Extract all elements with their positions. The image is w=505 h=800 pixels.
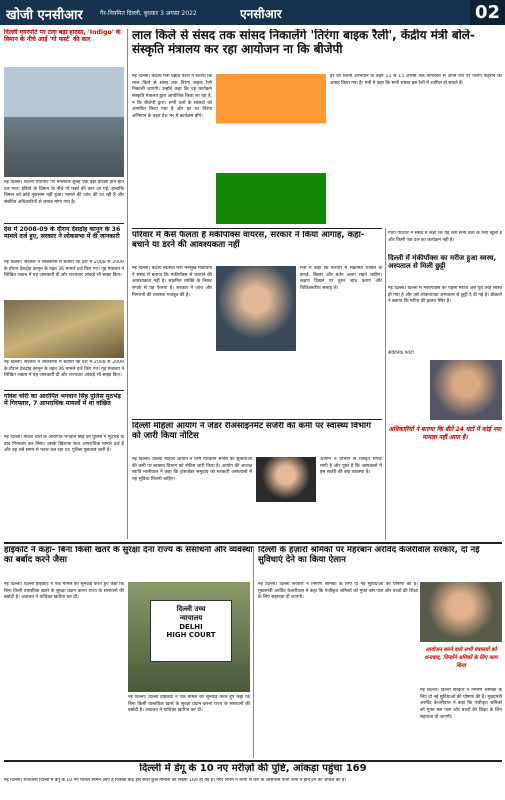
divider xyxy=(132,419,382,420)
left-mid-headline: देश में 2008-09 के दौरान देशद्रोह कानून के 36 मामले दर्ज हुए, सरकार ने लोकसभा में दी जानकारी xyxy=(4,226,121,241)
right-quote: अधिकारियों ने बताया कि बीते 24 घंटों में कोई नया मामला नहीं आया है। xyxy=(388,426,502,441)
section-name: एनसीआर xyxy=(240,7,282,21)
hc-sign-text: दिल्ली उच्च xyxy=(176,605,206,613)
column-divider xyxy=(253,546,254,758)
right-top-body: गांधी परिवार ने संसद में कहा कि यह रैली सभी दलों के लिए खुली है और किसी एक दल का कार्यक्रम नहीं है। xyxy=(388,231,502,243)
dengue-body: नई दिल्ली। राजधानी दिल्ली में डेंगू के 10 नए मामले सामने आए हैं जिसके बाद इस साल कुल मामलों की संख्या 169 हो गई है। नगर निगम ने लोगों से घरों के आसपास पानी जमा न होने देने की अपील की है। xyxy=(4,778,347,783)
divider xyxy=(4,760,502,762)
left-top-body: नई दिल्ली। दिल्ली एयरपोर्ट पर मंगलवार सुबह एक बड़ा हादसा होते-होते टल गया। इंडिगो के विमान के नीचे गो फर्स्ट की कार आ गई, हालांकि विमान को कोई नुकसान नहीं हुआ। मामले की जांच की जा रही है और संबंधित अधिकारियों से जवाब मांगा गया है। xyxy=(4,180,124,205)
divider xyxy=(4,223,124,224)
swati-maliwal-photo xyxy=(256,457,316,502)
airport-photo xyxy=(4,67,124,177)
right-body: नई दिल्ली। दिल्ली में मंकीपॉक्स का पहला मरीज अब पूरी तरह स्वस्थ हो गया है और उसे लोकनायक अस्पताल से छुट्टी दे दी गई है। डॉक्टरों ने बताया कि मरीज की हालत स्थिर है। xyxy=(388,286,502,305)
column-divider xyxy=(385,228,386,540)
page-number: 02 xyxy=(470,0,505,25)
hc-sign-text: न्यायालय xyxy=(179,614,203,622)
brand-logo: खोजी एनसीआर xyxy=(6,8,83,21)
left-mid-body: नई दिल्ली। सरकार ने लोकसभा में बताया कि देश में 2008 से 2009 के दौरान देशद्रोह कानून के तहत 36 मामले दर्ज किए गए। गृह मंत्रालय ने लिखित जवाब में यह जानकारी दी और राज्यवार आंकड़े भी साझा किए। xyxy=(4,260,124,279)
hc-sign-text: DELHI xyxy=(179,623,203,631)
kejriwal-body: नई दिल्ली। दिल्ली सरकार ने निर्माण श्रमिकों के लिए दो नई सुविधाओं की घोषणा की है। मुख्यमंत्री अरविंद केजरीवाल ने कहा कि पंजीकृत श्रमिकों को मुफ्त बस पास और बच्चों की शिक्षा के लिए सहायता दी जाएगी। xyxy=(258,582,418,601)
column-divider xyxy=(127,29,128,539)
dcw-body: नई दिल्ली। दिल्ली महिला आयोग ने लिंग परिवर्तन सर्जरी की सुविधाओं की कमी पर स्वास्थ्य विभाग को नोटिस जारी किया है। आयोग की अध्यक्ष स्वाति मालीवाल ने कहा कि ट्रांसजेंडर समुदाय को सरकारी अस्पतालों में यह सुविधा मिलनी चाहिए। xyxy=(132,457,252,482)
right-headline: दिल्ली में मंकीपॉक्स का मरीज हुआ स्वस्थ, अस्पताल से मिली छुट्टी xyxy=(388,254,497,271)
hc-sign xyxy=(150,600,232,662)
hc-sign-text: HIGH COURT xyxy=(166,631,216,639)
left-gang-headline: गोवंश चोरी का आरोपित भगवान सिंह पुलिस मुठभेड़ में गिरफ्तार, 7 आपराधिक मामलों में था वांछित xyxy=(4,393,121,408)
kejriwal-body2: नई दिल्ली। दिल्ली सरकार ने निर्माण श्रमिकों के लिए दो नई सुविधाओं की घोषणा की है। मुख्यमंत्री अरविंद केजरीवाल ने कहा कि पंजीकृत श्रमिकों को मुफ्त बस पास और बच्चों की शिक्षा के लिए सहायता दी जाएगी। xyxy=(420,688,502,720)
divider xyxy=(4,390,124,391)
lead-headline: लाल किले से संसद तक सांसद निकालेंगे 'तिरंगा बाइक रैली', केंद्रीय मंत्री बोले- संस्कृति मंत्रालय कर रहा आयोजन ना कि बीजेपी xyxy=(132,29,475,56)
right-photo-caption: संकेतिक फोटो xyxy=(388,350,414,356)
divider xyxy=(132,228,382,229)
dengue-headline: दिल्ली में डेंगू के 10 नए मरीज़ों की पुष्टि, आंकड़ा पहुंचा 169 xyxy=(139,763,367,774)
kejriwal-headline: दिल्ली के हज़ारों श्रमिकों पर मेहरबान अरविंद केजरीवाल सरकार, दो नई सुविधाएं देने का किया ऐलान xyxy=(258,546,480,565)
monkeypox-body2: मंत्री ने कहा कि परिवार में संक्रमित व्यक्ति के कपड़े, बिस्तर और बर्तन अलग रखने चाहिए। लक्षण दिखने पर तुरंत जांच कराएं और चिकित्सकीय सलाह लें। xyxy=(300,266,382,291)
parliament-photo xyxy=(4,300,124,358)
tiranga-rally-photo xyxy=(216,74,326,224)
left-gang-body: नई दिल्ली। गोवंश चोरी के आरोपित भगवान सिंह को पुलिस ने मुठभेड़ के बाद गिरफ्तार कर लिया। उसके खिलाफ सात आपराधिक मामले दर्ज हैं और वह लंबे समय से फरार चल रहा था। पुलिस पूछताछ जारी है। xyxy=(4,435,124,454)
dcw-headline: दिल्ली महिला आयोग ने जेंडर रीअसाइनमेंट सर्जरी की कमी पर स्वास्थ्य विभाग को जारी किया नोटिस xyxy=(132,422,371,441)
patient-photo xyxy=(430,360,502,420)
kejriwal-photo xyxy=(420,582,502,642)
lead-body: नई दिल्ली। केंद्रीय मंत्री प्रह्लाद पटेल ने बताया कि लाल किले से संसद तक तिरंगा बाइक रैली निकाली जाएगी। उन्होंने कहा कि यह कार्यक्रम संस्कृति मंत्रालय द्वारा आयोजित किया जा रहा है, न कि बीजेपी द्वारा। सभी दलों के सांसदों को आमंत्रित किया गया है और हर घर तिरंगा अभियान के तहत देश भर में कार्यक्रम होंगे। xyxy=(132,74,212,119)
monkeypox-headline: परिवार में कैसे फैलता है मंकीपॉक्स वायरस, सरकार ने किया आगाह, कहा- बचाने या डरने की आवश्यकता नहीं xyxy=(132,231,365,250)
hc-body2: नई दिल्ली। दिल्ली हाईकोर्ट ने एक मामले की सुनवाई करते हुए कहा कि बिना किसी वास्तविक खतरे के सुरक्षा प्रदान करना राज्य के संसाधनों की बर्बादी है। अदालत ने याचिका खारिज कर दी। xyxy=(128,695,250,714)
minister-photo xyxy=(216,266,296,351)
left-photo-cap: नई दिल्ली। सरकार ने लोकसभा में बताया कि देश में 2008 से 2009 के दौरान देशद्रोह कानून के तहत 36 मामले दर्ज किए गए। गृह मंत्रालय ने लिखित जवाब में यह जानकारी दी और राज्यवार आंकड़े भी साझा किए। xyxy=(4,360,124,379)
dateline: गैर-नियमित दिल्ली, बुधवार 3 अगस्त 2022 xyxy=(100,10,197,17)
kejriwal-quote: आयोजन करने वाले सभी मंत्रालयों को धन्यवाद, जिन्होंने श्रमिकों के लिए काम किया xyxy=(424,647,498,669)
monkeypox-body: नई दिल्ली। केंद्रीय स्वास्थ्य मंत्री मनसुख मांडविया ने संसद में बताया कि मंकीपॉक्स से घबराने की आवश्यकता नहीं है। संक्रमित व्यक्ति के निकट संपर्क से यह फैलता है। सरकार ने जांच और निगरानी की व्यवस्था मजबूत की है। xyxy=(132,266,212,298)
dcw-body2: आयोग ने विभाग से विस्तृत रिपोर्ट मांगी है और पूछा है कि अस्पतालों में इस सर्जरी की क्या व्यवस्था है। xyxy=(320,457,382,476)
divider xyxy=(4,542,502,544)
lead-body-right: हर घर तिरंगा अभियान के तहत 13 से 15 अगस्त तक नागरिकों से अपने घरों पर तिरंगा फहराने का आग्रह किया गया है। मंत्री ने कहा कि सभी सांसद इस रैली में शामिल हो सकते हैं। xyxy=(330,74,502,86)
hc-headline: हाईकोर्ट ने कहा- बिना किसी खतरे के सुरक्षा देना राज्य के संसाधनों और व्यवस्था का बर्बाद करने जैसा xyxy=(4,546,253,565)
left-top-headline: दिल्ली एयरपोर्ट पर टला बड़ा हादसा, 'Indigo' के विमान के नीचे आई 'गो फर्स्ट' की कार xyxy=(4,29,121,44)
hc-body: नई दिल्ली। दिल्ली हाईकोर्ट ने एक मामले की सुनवाई करते हुए कहा कि बिना किसी वास्तविक खतरे के सुरक्षा प्रदान करना राज्य के संसाधनों की बर्बादी है। अदालत ने याचिका खारिज कर दी। xyxy=(4,582,124,601)
